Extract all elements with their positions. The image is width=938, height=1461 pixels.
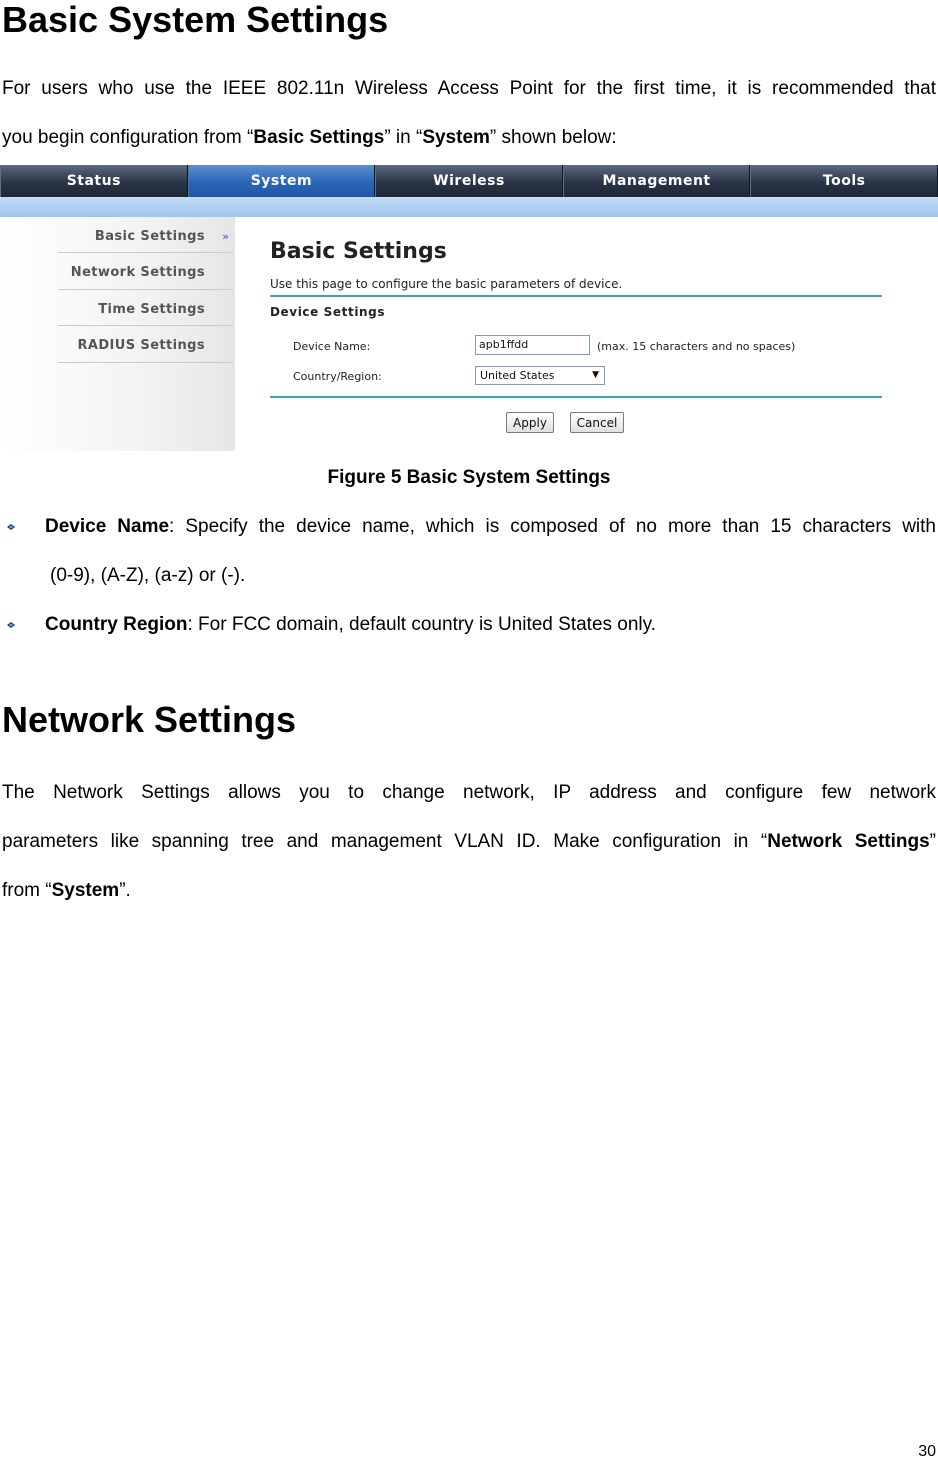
sidebar-divider bbox=[58, 289, 233, 290]
sidebar-item-time-settings[interactable]: Time Settings bbox=[98, 302, 205, 317]
cancel-button[interactable]: Cancel bbox=[570, 412, 624, 433]
tab-status[interactable]: Status bbox=[0, 165, 188, 197]
double-chevron-right-icon: » bbox=[222, 230, 229, 243]
figure-caption: Figure 5 Basic System Settings bbox=[327, 467, 611, 488]
panel-title: Basic Settings bbox=[270, 239, 447, 264]
intro-paragraph-line2: you begin configuration from “Basic Settings” in “System” shown below: bbox=[2, 127, 617, 148]
network-paragraph-line2: parameters like spanning tree and management VLAN ID. Make configuration in “Network Settings” bbox=[2, 831, 936, 852]
tab-system[interactable]: System bbox=[188, 165, 376, 197]
bullet-icon bbox=[6, 523, 16, 531]
top-nav-bar bbox=[0, 165, 938, 197]
bullet-device-name: Device Name: Specify the device name, which is composed of no more than 15 characters with bbox=[45, 516, 936, 537]
panel-description: Use this page to configure the basic parameters of device. bbox=[270, 277, 623, 291]
network-paragraph-line1: The Network Settings allows you to change network, IP address and configure few network bbox=[2, 782, 936, 803]
tab-wireless[interactable]: Wireless bbox=[375, 165, 563, 197]
sidebar-item-network-settings[interactable]: Network Settings bbox=[70, 265, 205, 280]
sidebar-divider bbox=[58, 252, 233, 253]
section-heading-network-settings: Network Settings bbox=[2, 699, 297, 740]
country-region-value: United States bbox=[480, 369, 555, 382]
device-name-label: Device Name: bbox=[293, 340, 371, 353]
country-region-select[interactable] bbox=[475, 366, 605, 385]
device-name-hint: (max. 15 characters and no spaces) bbox=[597, 340, 796, 353]
bullet-device-name-continued: (0-9), (A-Z), (a-z) or (-). bbox=[50, 565, 246, 586]
bullet-icon bbox=[6, 621, 16, 629]
divider-line bbox=[270, 396, 882, 398]
apply-button[interactable]: Apply bbox=[506, 412, 554, 433]
tab-tools[interactable]: Tools bbox=[750, 165, 938, 197]
sidebar bbox=[0, 217, 235, 451]
country-region-label: Country/Region: bbox=[293, 370, 382, 383]
sidebar-divider bbox=[58, 362, 233, 363]
device-name-input[interactable]: apb1ffdd bbox=[475, 335, 590, 355]
intro-paragraph-line1: For users who use the IEEE 802.11n Wireless Access Point for the first time, it is recommended that bbox=[2, 78, 936, 99]
dropdown-arrow-icon: ▼ bbox=[592, 370, 599, 380]
sub-nav-bar bbox=[0, 197, 938, 217]
bullet-country-region: Country Region: For FCC domain, default country is United States only. bbox=[45, 614, 657, 635]
page-number: 30 bbox=[918, 1443, 936, 1460]
divider-line bbox=[270, 295, 882, 297]
sidebar-item-basic-settings[interactable]: Basic Settings bbox=[94, 229, 205, 244]
network-paragraph-line3: from “System”. bbox=[2, 880, 131, 901]
sidebar-item-radius-settings[interactable]: RADIUS Settings bbox=[77, 338, 205, 353]
device-settings-heading: Device Settings bbox=[270, 305, 386, 319]
sidebar-divider bbox=[58, 325, 233, 326]
section-heading-basic-system-settings: Basic System Settings bbox=[2, 0, 389, 40]
basic-settings-screenshot bbox=[0, 163, 938, 451]
tab-management[interactable]: Management bbox=[563, 165, 751, 197]
